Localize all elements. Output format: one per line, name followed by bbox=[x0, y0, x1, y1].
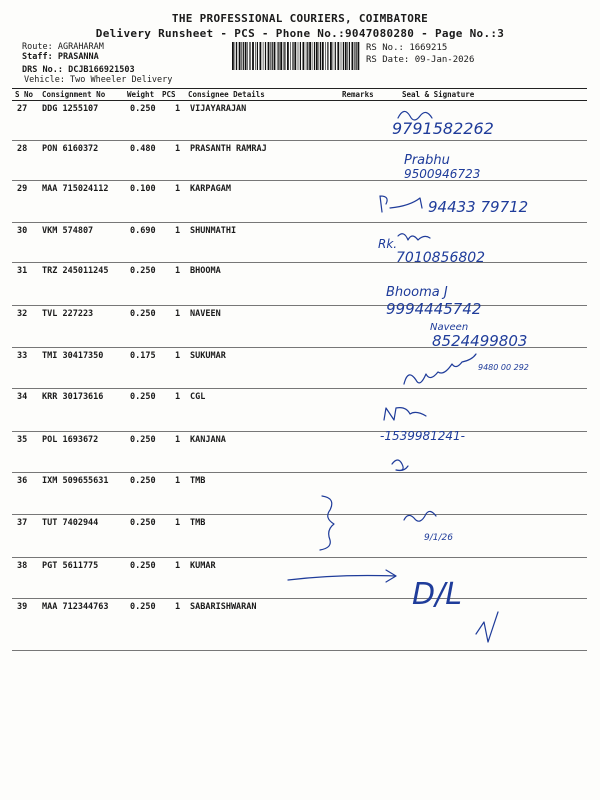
handwritten-30-phone: 7010856802 bbox=[396, 250, 486, 266]
cell-consignment: MAA 715024112 bbox=[42, 184, 109, 194]
cell-consignee: NAVEEN bbox=[190, 309, 221, 319]
staff-value: PRASANNA bbox=[57, 52, 99, 62]
cell-pcs: 1 bbox=[175, 144, 181, 154]
cell-sno: 27 bbox=[17, 104, 28, 114]
cell-consignment: MAA 712344763 bbox=[42, 602, 109, 612]
cell-pcs: 1 bbox=[175, 351, 181, 361]
staff-label: Staff: bbox=[22, 52, 53, 62]
cell-weight: 0.250 bbox=[130, 309, 156, 319]
cell-sno: 31 bbox=[17, 266, 28, 276]
cell-consignment: TMI 30417350 bbox=[42, 351, 104, 361]
cell-weight: 0.250 bbox=[130, 266, 156, 276]
handwritten-37: 9/1/26 bbox=[424, 533, 453, 543]
cell-consignee: PRASANTH RAMRAJ bbox=[190, 144, 267, 154]
cell-weight: 0.250 bbox=[130, 561, 156, 571]
cell-sno: 37 bbox=[17, 518, 28, 528]
cell-consignment: KRR 30173616 bbox=[42, 392, 104, 402]
signature-33 bbox=[404, 354, 476, 384]
cell-consignee: KARPAGAM bbox=[190, 184, 231, 194]
handwritten-34: -1539981241- bbox=[380, 429, 466, 443]
col-signature: Seal & Signature bbox=[402, 90, 475, 99]
cell-consignment: PGT 5611775 bbox=[42, 561, 99, 571]
vehicle-line: Vehicle: Two Wheeler Delivery bbox=[24, 75, 173, 85]
cell-pcs: 1 bbox=[175, 184, 181, 194]
cell-consignee: KANJANA bbox=[190, 435, 226, 445]
rs-date: RS Date: 09-Jan-2026 bbox=[366, 55, 475, 65]
cell-sno: 36 bbox=[17, 476, 28, 486]
cell-pcs: 1 bbox=[175, 518, 181, 528]
cell-weight: 0.100 bbox=[130, 184, 156, 194]
col-consignment: Consignment No bbox=[42, 90, 106, 99]
cell-pcs: 1 bbox=[175, 561, 181, 571]
cell-pcs: 1 bbox=[175, 435, 181, 445]
cell-weight: 0.250 bbox=[130, 392, 156, 402]
cell-consignment: PON 6160372 bbox=[42, 144, 99, 154]
cell-consignment: VKM 574807 bbox=[42, 226, 94, 236]
cell-consignment: TRZ 245011245 bbox=[42, 266, 109, 276]
cell-sno: 29 bbox=[17, 184, 28, 194]
cell-pcs: 1 bbox=[175, 392, 181, 402]
signature-34 bbox=[384, 408, 426, 420]
cell-weight: 0.480 bbox=[130, 144, 156, 154]
cell-sno: 38 bbox=[17, 561, 28, 571]
cell-sno: 32 bbox=[17, 309, 28, 319]
handwritten-30-name: Rk. bbox=[378, 237, 398, 251]
cell-pcs: 1 bbox=[175, 226, 181, 236]
cell-sno: 33 bbox=[17, 351, 28, 361]
signature-35 bbox=[392, 460, 408, 471]
cell-sno: 34 bbox=[17, 392, 28, 402]
handwritten-28-name: Prabhu bbox=[404, 153, 450, 168]
cell-pcs: 1 bbox=[175, 309, 181, 319]
cell-consignment: IXM 509655631 bbox=[42, 476, 109, 486]
handwritten-27: 9791582262 bbox=[392, 119, 494, 138]
handwritten-31-name: Bhooma J bbox=[386, 285, 448, 300]
cell-consignee: SHUNMATHI bbox=[190, 226, 237, 236]
cell-consignment: TVL 227223 bbox=[42, 309, 94, 319]
handwritten-28-phone: 9500946723 bbox=[404, 167, 481, 181]
cell-pcs: 1 bbox=[175, 266, 181, 276]
cell-consignee: TMB bbox=[190, 476, 206, 486]
route-value: AGRAHARAM bbox=[57, 42, 104, 52]
brace-mark bbox=[320, 496, 334, 550]
cell-consignment: TUT 7402944 bbox=[42, 518, 99, 528]
col-weight: Weight bbox=[127, 90, 155, 99]
handwritten-33: 9480 00 292 bbox=[478, 363, 529, 372]
cell-pcs: 1 bbox=[175, 104, 181, 114]
signature-30 bbox=[398, 234, 430, 240]
runsheet-subtitle: Delivery Runsheet - PCS - Phone No.:9047080280 - Page No.:3 bbox=[95, 27, 505, 40]
col-pcs: PCS bbox=[162, 90, 176, 99]
signature-29 bbox=[380, 196, 422, 212]
cell-consignee: SUKUMAR bbox=[190, 351, 226, 361]
signature-37 bbox=[404, 511, 436, 521]
handwritten-32-phone: 8524499803 bbox=[432, 332, 528, 350]
tick-mark bbox=[476, 612, 498, 642]
cell-weight: 0.250 bbox=[130, 518, 156, 528]
col-sno: S No bbox=[15, 90, 34, 99]
col-consignee: Consignee Details bbox=[188, 90, 265, 99]
cell-weight: 0.250 bbox=[130, 476, 156, 486]
route-label: Route: bbox=[22, 42, 53, 52]
drs-value: DCJB166921503 bbox=[68, 65, 135, 75]
cell-weight: 0.250 bbox=[130, 435, 156, 445]
handwritten-32-name: Naveen bbox=[430, 322, 469, 333]
cell-sno: 39 bbox=[17, 602, 28, 612]
cell-sno: 35 bbox=[17, 435, 28, 445]
cell-consignee: TMB bbox=[190, 518, 206, 528]
cell-pcs: 1 bbox=[175, 602, 181, 612]
rs-number: RS No.: 1669215 bbox=[366, 43, 448, 53]
cell-consignee: SABARISHWARAN bbox=[190, 602, 257, 612]
arrow-line bbox=[288, 576, 396, 581]
cell-consignee: KUMAR bbox=[190, 561, 216, 571]
cell-sno: 28 bbox=[17, 144, 28, 154]
cell-weight: 0.690 bbox=[130, 226, 156, 236]
cell-weight: 0.250 bbox=[130, 104, 156, 114]
company-title: THE PROFESSIONAL COURIERS, COIMBATORE bbox=[171, 12, 429, 25]
cell-weight: 0.175 bbox=[130, 351, 156, 361]
handwritten-31-phone: 9994445742 bbox=[386, 300, 482, 318]
cell-consignee: BHOOMA bbox=[190, 266, 221, 276]
handwritten-38: D/L bbox=[412, 577, 462, 612]
cell-sno: 30 bbox=[17, 226, 28, 236]
cell-consignee: VIJAYARAJAN bbox=[190, 104, 247, 114]
handwritten-29: 94433 79712 bbox=[428, 198, 529, 216]
cell-consignment: DDG 1255107 bbox=[42, 104, 99, 114]
col-remarks: Remarks bbox=[342, 90, 374, 99]
cell-consignee: CGL bbox=[190, 392, 206, 402]
drs-label: DRS No.: bbox=[22, 65, 63, 75]
cell-pcs: 1 bbox=[175, 476, 181, 486]
cell-consignment: POL 1693672 bbox=[42, 435, 99, 445]
cell-weight: 0.250 bbox=[130, 602, 156, 612]
